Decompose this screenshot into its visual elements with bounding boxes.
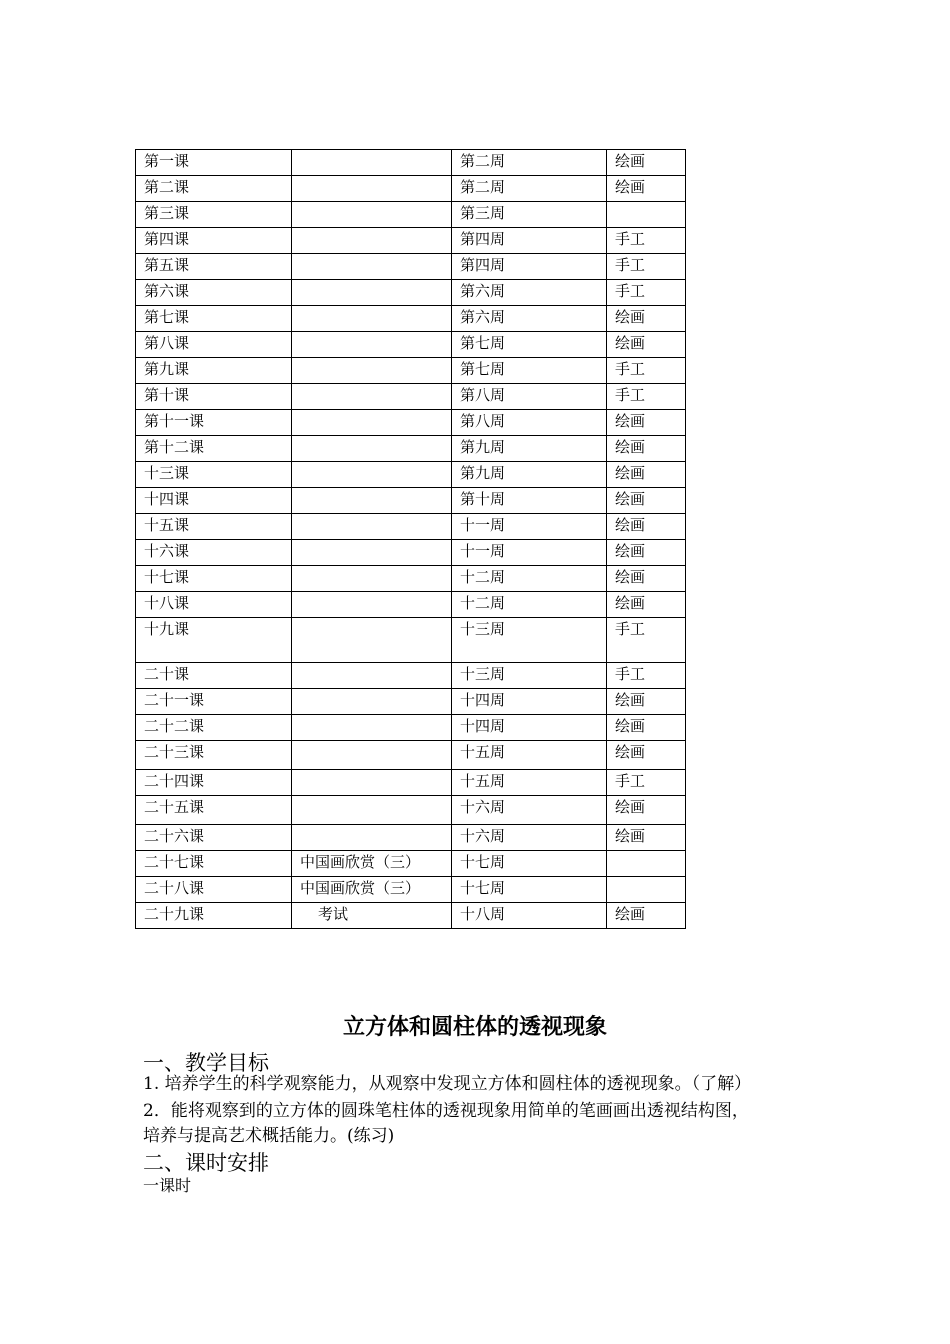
topic-cell <box>292 770 452 796</box>
lesson-cell: 二十二课 <box>136 715 292 741</box>
table-row <box>136 566 686 592</box>
table-row <box>136 618 686 663</box>
table-row <box>136 228 686 254</box>
table-row <box>136 150 686 176</box>
table-row <box>136 410 686 436</box>
section-heading-schedule: 二、课时安排 <box>143 1151 269 1175</box>
topic-cell <box>292 202 452 228</box>
topic-cell <box>292 540 452 566</box>
topic-cell <box>292 592 452 618</box>
lesson-cell: 第十二课 <box>136 436 292 462</box>
topic-cell <box>292 825 452 851</box>
lesson-cell: 二十三课 <box>136 741 292 770</box>
category-cell: 手工 <box>607 663 686 689</box>
lesson-cell: 十八课 <box>136 592 292 618</box>
week-cell: 十四周 <box>452 689 607 715</box>
topic-cell <box>292 384 452 410</box>
lesson-cell: 二十课 <box>136 663 292 689</box>
category-cell: 绘画 <box>607 306 686 332</box>
week-cell: 第六周 <box>452 306 607 332</box>
week-cell: 十二周 <box>452 592 607 618</box>
category-cell: 绘画 <box>607 176 686 202</box>
table-row <box>136 202 686 228</box>
week-cell: 第四周 <box>452 228 607 254</box>
category-cell: 绘画 <box>607 462 686 488</box>
lesson-cell: 十九课 <box>136 618 292 663</box>
topic-cell <box>292 618 452 663</box>
category-cell: 手工 <box>607 770 686 796</box>
week-cell: 十六周 <box>452 796 607 825</box>
topic-cell <box>292 228 452 254</box>
table-row <box>136 877 686 903</box>
table-row <box>136 689 686 715</box>
category-cell: 绘画 <box>607 741 686 770</box>
lesson-cell: 十七课 <box>136 566 292 592</box>
lesson-cell: 二十九课 <box>136 903 292 929</box>
category-cell: 绘画 <box>607 514 686 540</box>
topic-cell <box>292 796 452 825</box>
week-cell: 十三周 <box>452 663 607 689</box>
topic-cell <box>292 514 452 540</box>
week-cell: 十三周 <box>452 618 607 663</box>
lesson-cell: 十三课 <box>136 462 292 488</box>
table-row <box>136 903 686 929</box>
table-row <box>136 462 686 488</box>
class-hours: 一课时 <box>143 1176 192 1195</box>
week-cell: 十二周 <box>452 566 607 592</box>
table-row <box>136 592 686 618</box>
category-cell: 绘画 <box>607 715 686 741</box>
lesson-cell: 第六课 <box>136 280 292 306</box>
topic-cell <box>292 488 452 514</box>
week-cell: 十六周 <box>452 825 607 851</box>
topic-cell <box>292 436 452 462</box>
category-cell <box>607 877 686 903</box>
category-cell <box>607 851 686 877</box>
lesson-cell: 第四课 <box>136 228 292 254</box>
lesson-cell: 十四课 <box>136 488 292 514</box>
category-cell: 绘画 <box>607 332 686 358</box>
week-cell: 十七周 <box>452 851 607 877</box>
table-row <box>136 796 686 825</box>
week-cell: 十七周 <box>452 877 607 903</box>
topic-cell <box>292 689 452 715</box>
lesson-cell: 二十六课 <box>136 825 292 851</box>
table-row <box>136 663 686 689</box>
category-cell <box>607 202 686 228</box>
category-cell: 绘画 <box>607 903 686 929</box>
topic-cell: 中国画欣赏（三） <box>292 851 452 877</box>
lesson-cell: 第三课 <box>136 202 292 228</box>
table-row <box>136 770 686 796</box>
topic-cell <box>292 332 452 358</box>
table-row <box>136 384 686 410</box>
week-cell: 第七周 <box>452 332 607 358</box>
lesson-cell: 第五课 <box>136 254 292 280</box>
lesson-cell: 十五课 <box>136 514 292 540</box>
category-cell: 手工 <box>607 254 686 280</box>
table-row <box>136 176 686 202</box>
topic-cell <box>292 663 452 689</box>
category-cell: 手工 <box>607 618 686 663</box>
category-cell: 绘画 <box>607 592 686 618</box>
category-cell: 手工 <box>607 358 686 384</box>
topic-cell <box>292 741 452 770</box>
week-cell: 第四周 <box>452 254 607 280</box>
week-cell: 第十周 <box>452 488 607 514</box>
week-cell: 第九周 <box>452 436 607 462</box>
lesson-cell: 二十七课 <box>136 851 292 877</box>
week-cell: 第八周 <box>452 410 607 436</box>
week-cell: 第二周 <box>452 176 607 202</box>
table-row <box>136 741 686 770</box>
week-cell: 十五周 <box>452 741 607 770</box>
lesson-cell: 第十一课 <box>136 410 292 436</box>
week-cell: 第二周 <box>452 150 607 176</box>
topic-cell <box>292 410 452 436</box>
table-row <box>136 254 686 280</box>
week-cell: 十五周 <box>452 770 607 796</box>
topic-cell <box>292 566 452 592</box>
table-row <box>136 332 686 358</box>
topic-cell: 考试 <box>292 903 452 929</box>
topic-cell <box>292 254 452 280</box>
lesson-cell: 二十四课 <box>136 770 292 796</box>
week-cell: 第三周 <box>452 202 607 228</box>
table-row <box>136 436 686 462</box>
week-cell: 十八周 <box>452 903 607 929</box>
lesson-cell: 二十八课 <box>136 877 292 903</box>
lesson-cell: 十六课 <box>136 540 292 566</box>
schedule-table-body <box>136 150 686 929</box>
category-cell: 绘画 <box>607 436 686 462</box>
category-cell: 绘画 <box>607 566 686 592</box>
lesson-cell: 第七课 <box>136 306 292 332</box>
category-cell: 手工 <box>607 228 686 254</box>
week-cell: 第六周 <box>452 280 607 306</box>
category-cell: 手工 <box>607 280 686 306</box>
table-row <box>136 851 686 877</box>
lesson-cell: 第二课 <box>136 176 292 202</box>
week-cell: 第九周 <box>452 462 607 488</box>
table-row <box>136 306 686 332</box>
lesson-title: 立方体和圆柱体的透视现象 <box>342 1014 607 1040</box>
category-cell: 绘画 <box>607 150 686 176</box>
category-cell: 手工 <box>607 384 686 410</box>
week-cell: 第七周 <box>452 358 607 384</box>
goal-item-1: 1. 培养学生的科学观察能力，从观察中发现立方体和圆柱体的透视现象。（了解） <box>143 1074 752 1094</box>
topic-cell <box>292 176 452 202</box>
category-cell: 绘画 <box>607 689 686 715</box>
topic-cell <box>292 150 452 176</box>
table-row <box>136 540 686 566</box>
table-row <box>136 358 686 384</box>
section-heading-goals: 一、教学目标 <box>143 1051 269 1075</box>
table-row <box>136 280 686 306</box>
goal-item-2-line-1: 2．能将观察到的立方体的圆珠笔柱体的透视现象用简单的笔画画出透视结构图， <box>143 1101 749 1121</box>
category-cell: 绘画 <box>607 796 686 825</box>
category-cell: 绘画 <box>607 488 686 514</box>
lesson-cell: 第十课 <box>136 384 292 410</box>
table-row <box>136 514 686 540</box>
topic-cell: 中国画欣赏（三） <box>292 877 452 903</box>
lesson-cell: 二十一课 <box>136 689 292 715</box>
topic-cell <box>292 280 452 306</box>
topic-cell <box>292 715 452 741</box>
category-cell: 绘画 <box>607 540 686 566</box>
table-row <box>136 715 686 741</box>
lesson-cell: 二十五课 <box>136 796 292 825</box>
lesson-cell: 第九课 <box>136 358 292 384</box>
category-cell: 绘画 <box>607 825 686 851</box>
table-row <box>136 825 686 851</box>
goal-item-2-line-2: 培养与提高艺术概括能力。(练习) <box>143 1126 395 1146</box>
topic-cell <box>292 358 452 384</box>
week-cell: 第八周 <box>452 384 607 410</box>
week-cell: 十一周 <box>452 514 607 540</box>
category-cell: 绘画 <box>607 410 686 436</box>
week-cell: 十四周 <box>452 715 607 741</box>
table-row <box>136 488 686 514</box>
schedule-table <box>135 149 686 929</box>
lesson-cell: 第八课 <box>136 332 292 358</box>
topic-cell <box>292 306 452 332</box>
topic-cell <box>292 462 452 488</box>
week-cell: 十一周 <box>452 540 607 566</box>
lesson-cell: 第一课 <box>136 150 292 176</box>
